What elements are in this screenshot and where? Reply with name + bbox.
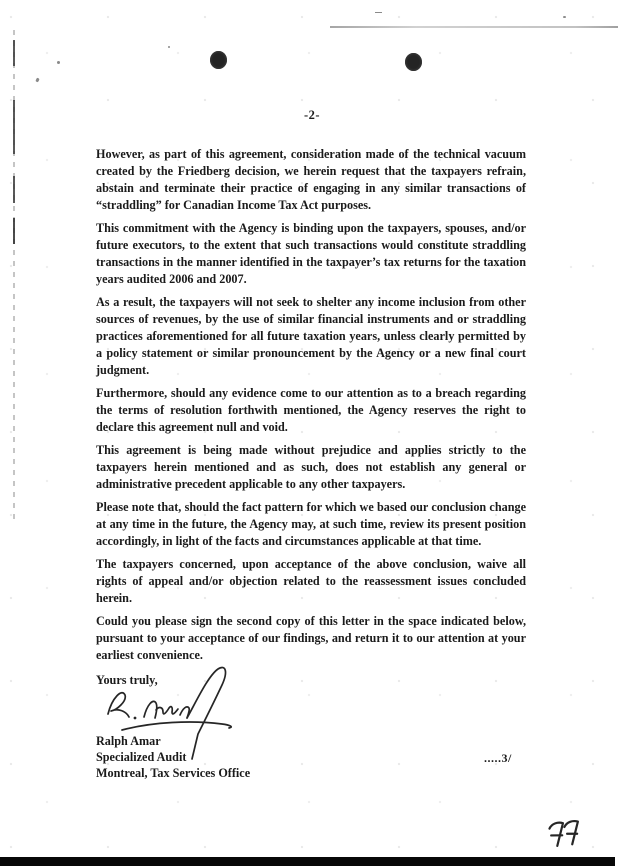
paragraph: This agreement is being made without prejudice and applies strictly to the taxpayers herein mentioned and as such, does not establish any general or administrative precedent applicable to any other taxpayers.	[96, 443, 526, 491]
closing-salutation: Yours truly,	[96, 673, 158, 687]
scan-speck	[35, 78, 39, 83]
paragraph: As a result, the taxpayers will not seek to shelter any income inclusion from other sources of revenues, by the use of similar financial instruments and or straddling practices aforementioned for all future taxation years, unless clearly permitted by a policy statement or similar pronouncement by the Agency or a new final court judgment.	[96, 295, 526, 377]
hole-punch-dot	[405, 53, 422, 71]
paragraph: Please note that, should the fact pattern for which we based our conclusion change at any time in the future, the Agency may, at such time, review its present position accordingly, in light of the facts and circumstances applicable at that time.	[96, 500, 526, 548]
handwritten-page-number	[546, 818, 584, 848]
scan-speck	[563, 16, 566, 18]
scan-speck	[57, 61, 60, 64]
scan-speck	[168, 46, 170, 48]
letter-body	[96, 146, 526, 781]
signer-title: Specialized Audit	[96, 750, 187, 764]
paragraph: The taxpayers concerned, upon acceptance of the above conclusion, waive all rights of appeal and/or objection related to the reassessment issues concluded herein.	[96, 557, 526, 605]
signature-block	[96, 672, 526, 781]
hole-punch-dot	[210, 51, 227, 69]
scan-artifact-top-line	[330, 26, 618, 28]
signer-name: Ralph Amar	[96, 734, 161, 748]
scan-speck	[375, 12, 382, 13]
scan-artifact-bottom-bar	[0, 857, 615, 866]
scan-artifact-left-edge	[13, 176, 15, 203]
scan-artifact-left-edge	[13, 40, 15, 66]
paragraph: This commitment with the Agency is binding upon the taxpayers, spouses, and/or future executors, to the extent that such transactions would constitute straddling transactions in the manner identified in the taxpayer’s tax returns for the taxation years audited 2006 and 2007.	[96, 221, 526, 286]
signer-office: Montreal, Tax Services Office	[96, 766, 251, 780]
paragraph: Furthermore, should any evidence come to our attention as to a breach regarding the terms of resolution forthwith mentioned, the Agency reserves the right to declare this agreement null and void.	[96, 386, 526, 434]
signature-space	[96, 689, 526, 733]
page-number: -2-	[303, 108, 321, 122]
paragraph: Could you please sign the second copy of this letter in the space indicated below, pursuant to your acceptance of our findings, and return it to our attention at your earliest convenience.	[96, 614, 526, 662]
signer-identity	[96, 733, 526, 781]
paragraph: However, as part of this agreement, consideration made of the technical vacuum created by the Friedberg decision, we herein request that the taxpayers refrain, abstain and terminate their practice of engaging in any similar transactions of “straddling” for Canadian Income Tax Act purposes.	[96, 147, 526, 212]
continuation-marker: .....3/	[484, 751, 512, 765]
scan-artifact-left-edge	[13, 218, 15, 244]
